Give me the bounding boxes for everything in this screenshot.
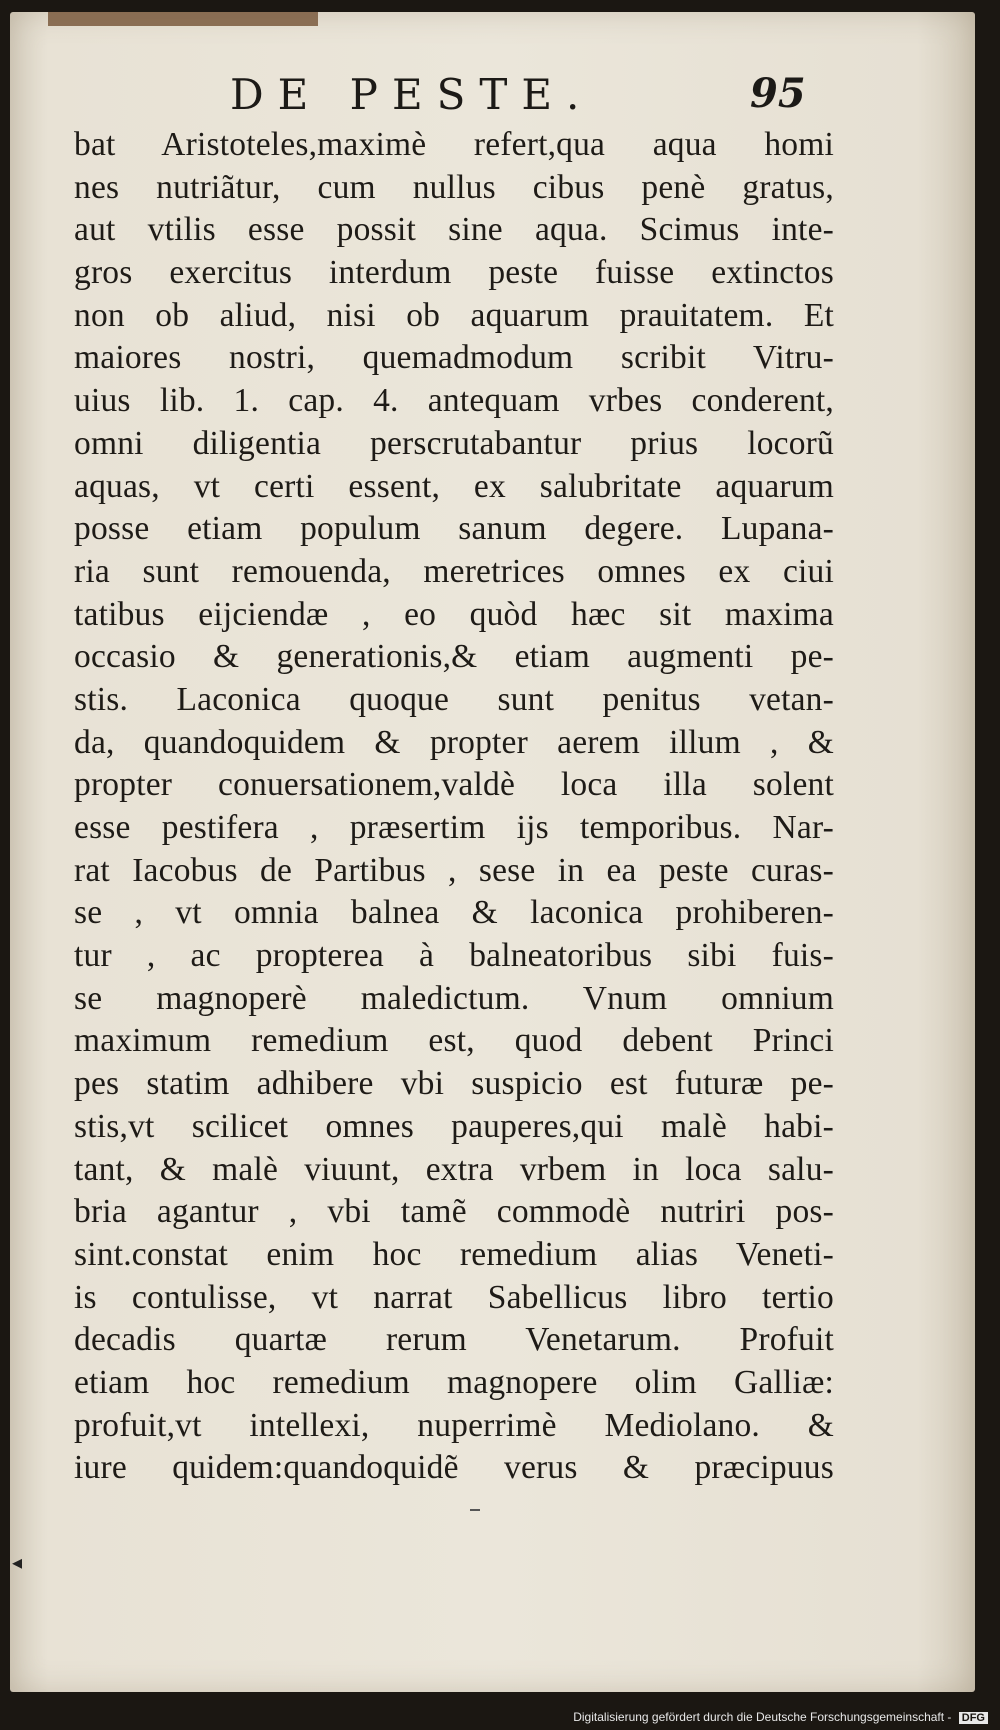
page-number: 95 — [750, 70, 806, 117]
text-line: se , vt omnia balnea & laconica prohiberen- — [74, 894, 834, 932]
text-line: non ob aliud, nisi ob aquarum prauitatem. Et — [74, 296, 834, 334]
text-line: bria agantur , vbi tamẽ commodè nutriri pos- — [74, 1193, 834, 1231]
text-line: maximum remedium est, quod debent Princi — [74, 1022, 834, 1060]
text-line: ria sunt remouenda, meretrices omnes ex ciui — [74, 552, 834, 590]
text-line: aquas, vt certi essent, ex salubritate aquarum — [74, 467, 834, 505]
text-line: stis. Laconica quoque sunt penitus vetan- — [74, 680, 834, 718]
text-line: tant, & malè viuunt, extra vrbem in loca salu- — [74, 1150, 834, 1188]
text-line: nes nutriãtur, cum nullus cibus penè gratus, — [74, 168, 834, 206]
text-line: stis,vt scilicet omnes pauperes,qui malè habi- — [74, 1107, 834, 1145]
text-line: propter conuersationem,valdè loca illa solent — [74, 766, 834, 804]
text-line: posse etiam populum sanum degere. Lupana- — [74, 510, 834, 548]
text-line: occasio & generationis,& etiam augmenti pe- — [74, 638, 834, 676]
text-line: iure quidem:quandoquidẽ verus & præcipuus — [74, 1449, 834, 1487]
text-line: da, quandoquidem & propter aerem illum , & — [74, 723, 834, 761]
text-line: decadis quartæ rerum Venetarum. Profuit — [74, 1321, 834, 1359]
text-line: pes statim adhibere vbi suspicio est futuræ pe- — [74, 1065, 834, 1103]
text-line: maiores nostri, quemadmodum scribit Vitru- — [74, 339, 834, 377]
running-head: DE PESTE. — [230, 70, 594, 119]
text-line: esse pestifera , præsertim ijs temporibus. Nar- — [74, 809, 834, 846]
text-line: se magnoperè maledictum. Vnum omnium — [74, 979, 834, 1017]
text-line: gros exercitus interdum peste fuisse extinctos — [74, 254, 834, 292]
text-line: sint.constat enim hoc remedium alias Veneti- — [74, 1235, 834, 1273]
text-line: tatibus eijciendæ , eo quòd hæc sit maxima — [74, 595, 834, 633]
footer-credit-text: Digitalisierung gefördert durch die Deutsche Forschungsgemeinschaft - — [573, 1710, 952, 1724]
body-text — [74, 124, 834, 1490]
text-line: uius lib. 1. cap. 4. antequam vrbes conderent, — [74, 382, 834, 420]
text-line: rat Iacobus de Partibus , sese in ea peste curas- — [74, 851, 834, 889]
margin-mark: ◂ — [12, 1550, 23, 1574]
binding-mark — [48, 12, 318, 26]
text-line: profuit,vt intellexi, nuperrimè Mediolano. & — [74, 1406, 834, 1444]
text-line: bat Aristoteles,maximè refert,qua aqua homi — [74, 126, 834, 163]
footer-credit — [573, 1710, 988, 1724]
printer-mark — [470, 1509, 480, 1511]
text-line: aut vtilis esse possit sine aqua. Scimus inte- — [74, 211, 834, 249]
dfg-logo: DFG — [959, 1712, 988, 1724]
book-page — [10, 12, 975, 1692]
text-line: etiam hoc remedium magnopere olim Galliæ: — [74, 1363, 834, 1401]
text-line: is contulisse, vt narrat Sabellicus libro tertio — [74, 1278, 834, 1316]
text-line: omni diligentia perscrutabantur prius locorũ — [74, 424, 834, 462]
text-line: tur , ac propterea à balneatoribus sibi fuis- — [74, 937, 834, 975]
